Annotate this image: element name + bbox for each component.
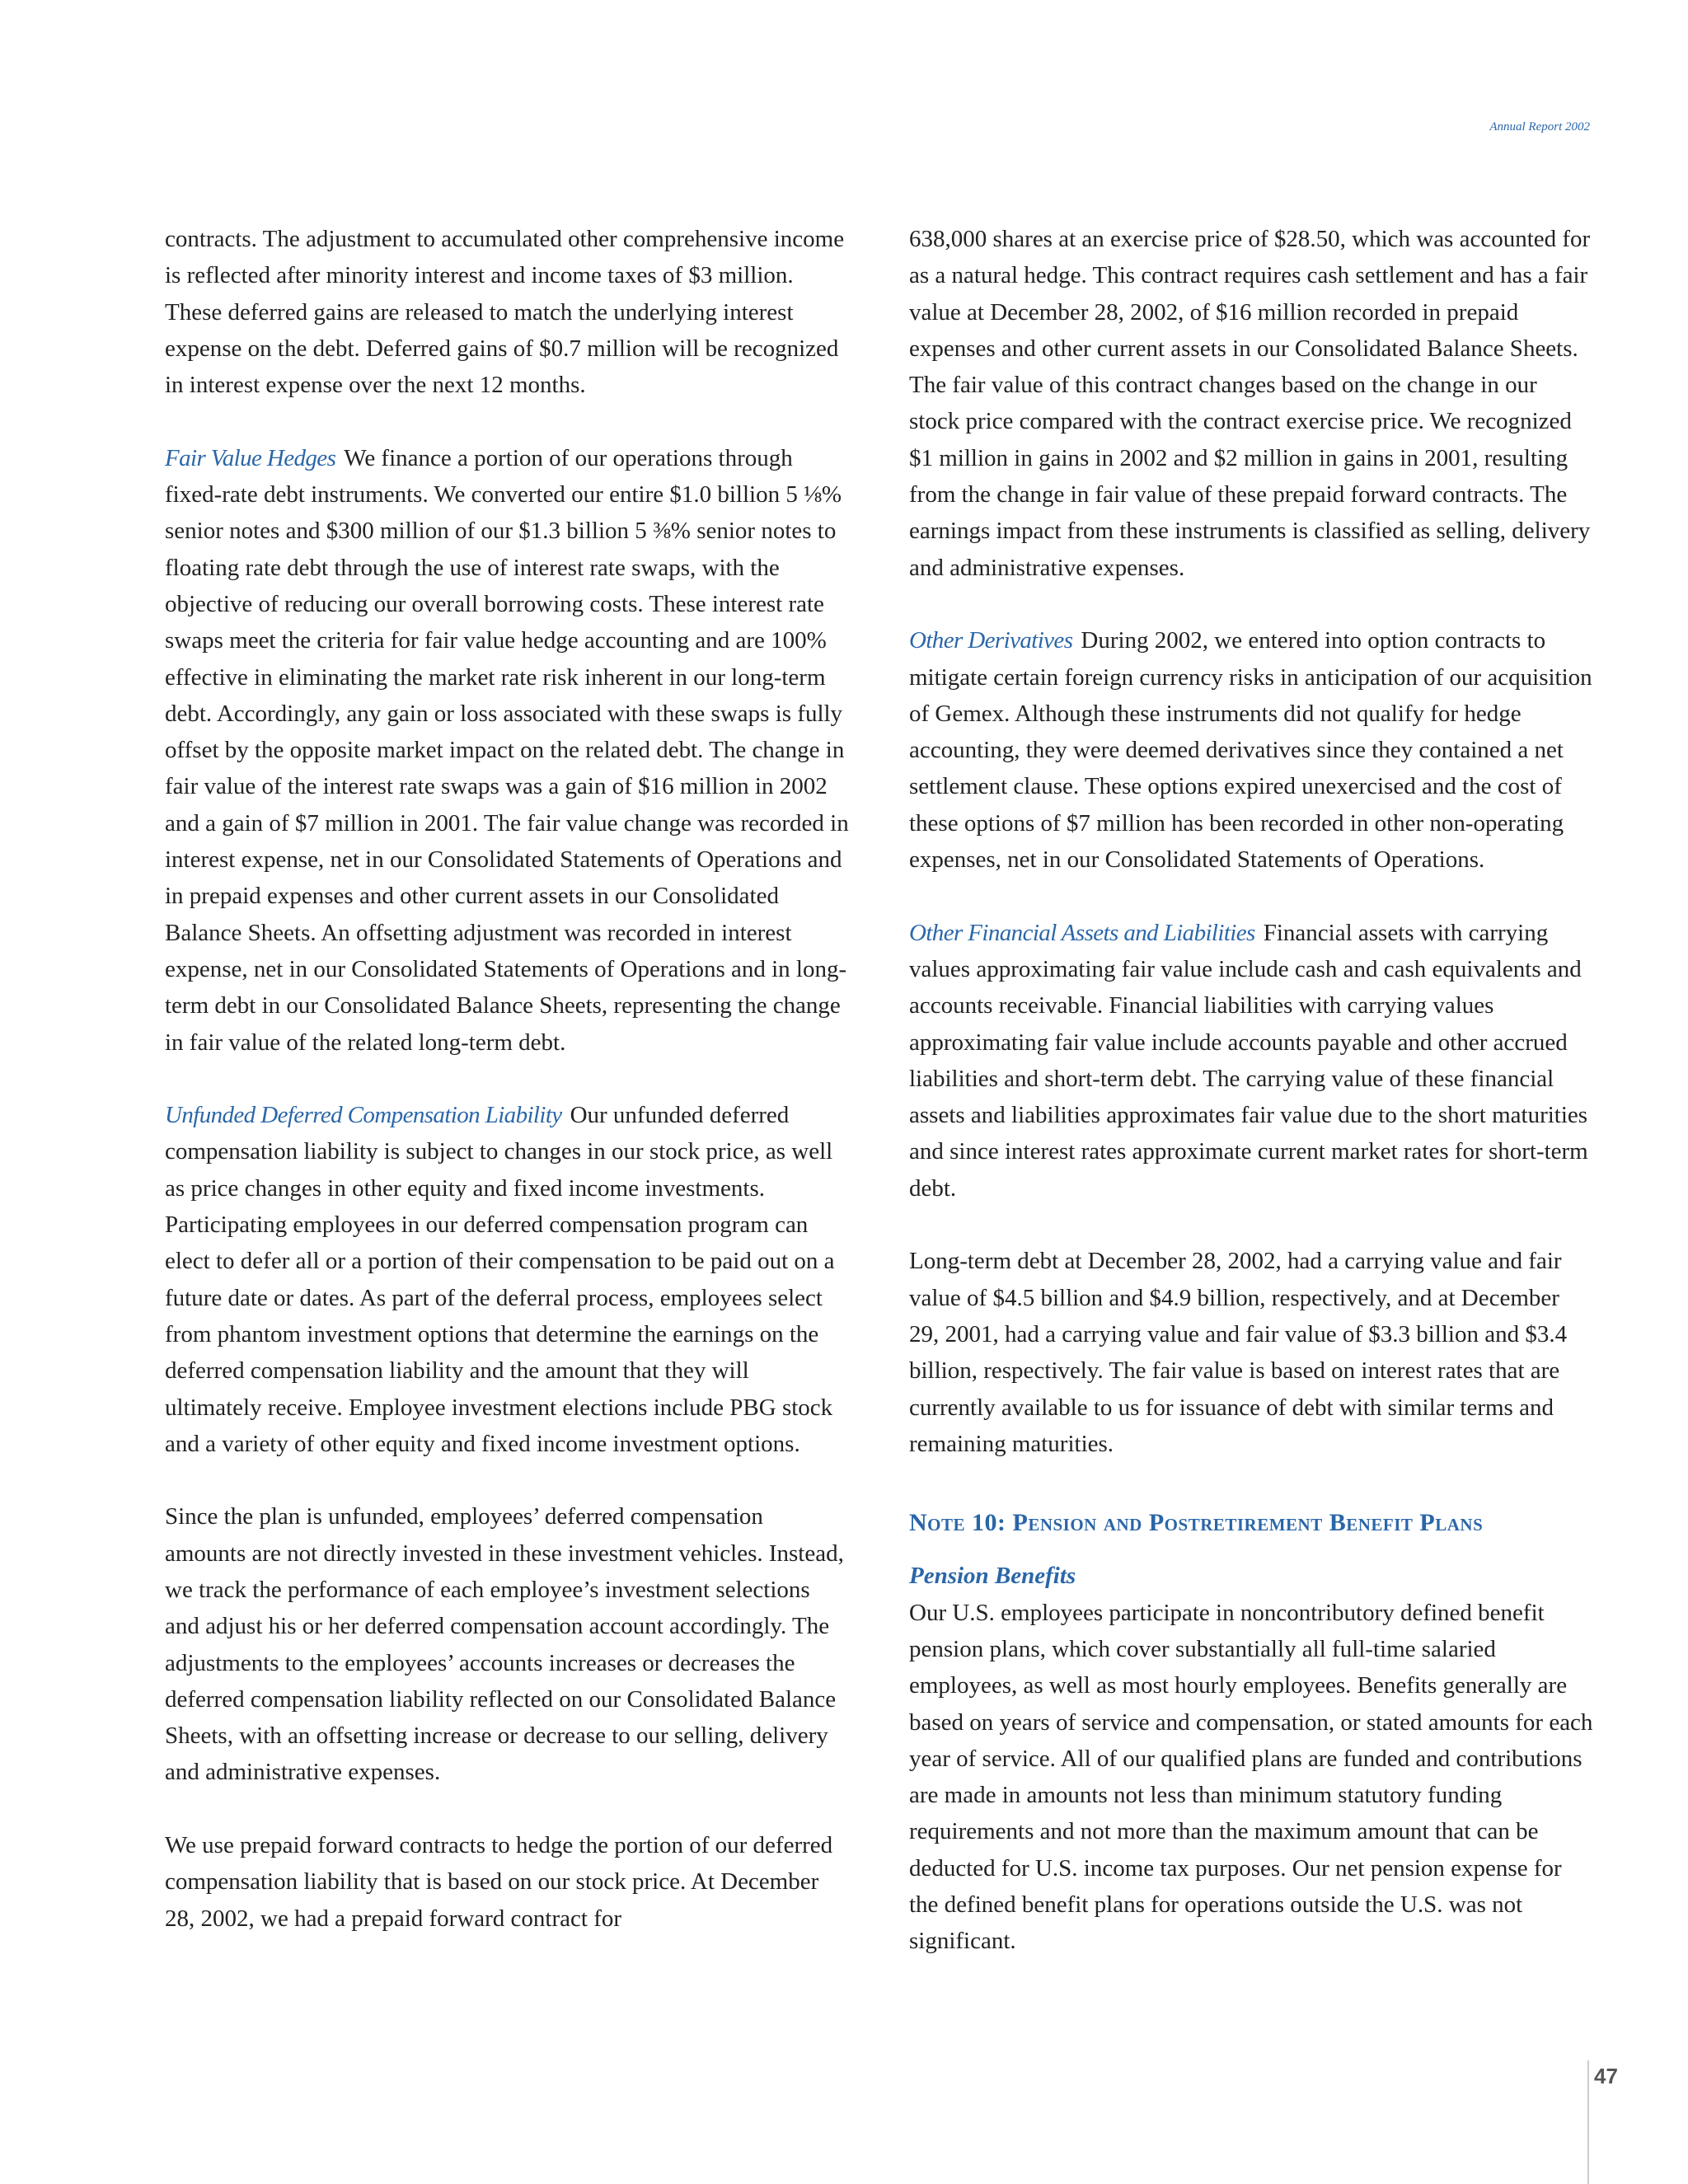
- run-in-heading: Fair Value Hedges: [165, 444, 336, 471]
- note-heading: Note 10: Pension and Postretirement Benefit Plans: [909, 1509, 1484, 1537]
- right-column: [909, 221, 1593, 1960]
- paragraph-other-financial: [909, 915, 1593, 1207]
- paragraph-text: Financial assets with carrying values approximating fair value include cash and cash equivalents and accounts receivable. Financial liabilities with carrying values approximating fair value include accounts payable and other accrued liabilities and short-term debt. The carrying value of these financial assets and liabilities approximates fair value due to the short maturities and since interest rates approximate current market rates for short-term debt.: [909, 919, 1588, 1202]
- paragraph-prepaid-forward: We use prepaid forward contracts to hedge the portion of our deferred compensation liability that is based on our stock price. At December 28, 2002, we had a prepaid forward contract for: [165, 1832, 833, 1932]
- run-in-heading: Other Financial Assets and Liabilities: [909, 919, 1255, 946]
- paragraph-other-derivatives: [909, 622, 1593, 878]
- run-in-heading: Other Derivatives: [909, 627, 1073, 654]
- paragraph-plan-unfunded: Since the plan is unfunded, employees’ deferred compensation amounts are not directly invested in these investment vehicles. Instead, we track the performance of each employee’s investment selections and adjust his or her deferred compensation account accordingly. The adjustments to the employees’ accounts increases or decreases the deferred compensation liability reflected on our Consolidated Balance Sheets, with an offsetting increase or decrease to our selling, delivery and administrative expenses.: [165, 1503, 844, 1786]
- paragraph-fair-value-hedges: [165, 440, 849, 1061]
- section-heading-pension: Pension Benefits: [909, 1563, 1076, 1590]
- paragraph-shares: 638,000 shares at an exercise price of $28.50, which was accounted for as a natural hedge. This contract requires cash settlement and has a fair value at December 28, 2002, of $16 million recorded in prepaid expenses and other current assets in our Consolidated Balance Sheets. The fair value of this contract changes based on the change in our stock price compared with the contract exercise price. We recognized $1 million in gains in 2002 and $2 million in gains in 2001, resulting from the change in fair value of these prepaid forward contracts. The earnings impact from these instruments is classified as selling, delivery and administrative expenses.: [909, 226, 1591, 581]
- run-in-heading: Unfunded Deferred Compensation Liability: [165, 1102, 562, 1129]
- page-number: 47: [1594, 2064, 1618, 2088]
- paragraph-text: We finance a portion of our operations through fixed-rate debt instruments. We converted our entire $1.0 billion 5 ⅛% senior notes and $300 million of our $1.3 billion 5 ⅜% senior notes to floating rate debt through the use of interest rate swaps, with the objective of reducing our overall borrowing costs. These interest rate swaps meet the criteria for fair value hedge accounting and are 100% effective in eliminating the market rate risk inherent in our long-term debt. Accordingly, any gain or loss associated with these swaps is fully offset by the opposite market impact on the related debt. The change in fair value of the interest rate swaps was a gain of $16 million in 2002 and a gain of $7 million in 2001. The fair value change was recorded in interest expense, net in our Consolidated Statements of Operations and in prepaid expenses and other current assets in our Consolidated Balance Sheets. An offsetting adjustment was recorded in interest expense, net in our Consolidated Statements of Operations and in long-term debt in our Consolidated Balance Sheets, representing the change in fair value of the related long-term debt.: [165, 444, 849, 1056]
- paragraph-unfunded-liability: [165, 1097, 849, 1462]
- paragraph-contracts: contracts. The adjustment to accumulated other comprehensive income is reflected after minority interest and income taxes of $3 million. These deferred gains are released to match the underlying interest expense on the debt. Deferred gains of $0.7 million will be recognized in interest expense over the next 12 months.: [165, 226, 845, 399]
- running-header: Annual Report 2002: [1489, 120, 1590, 134]
- paragraph-text: Our unfunded deferred compensation liability is subject to changes in our stock price, as well as price changes in other equity and fixed income investments. Participating employees in our deferred compensation program can elect to defer all or a portion of their compensation to be paid out on a future date or dates. As part of the deferral process, employees select from phantom investment options that determine the earnings on the deferred compensation liability and the amount that they will ultimately receive. Employee investment elections include PBG stock and a variety of other equity and fixed income investment options.: [165, 1102, 835, 1457]
- paragraph-pension: Our U.S. employees participate in noncontributory defined benefit pension plans, which cover substantially all full-time salaried employees, as well as most hourly employees. Benefits generally are based on years of service and compensation, or stated amounts for each year of service. All of our qualified plans are funded and contributions are made in amounts not less than minimum statutory funding requirements and not more than the maximum amount that can be deducted for U.S. income tax purposes. Our net pension expense for the defined benefit plans for operations outside the U.S. was not significant.: [909, 1599, 1593, 1955]
- paragraph-text: During 2002, we entered into option contracts to mitigate certain foreign currency risks in anticipation of our acquisition of Gemex. Although these instruments did not qualify for hedge accounting, they were deemed derivatives since they contained a net settlement clause. These options expired unexercised and the cost of these options of $7 million has been recorded in other non-operating expenses, net in our Consolidated Statements of Operations.: [909, 627, 1592, 874]
- left-column: [165, 221, 849, 1937]
- page-number-rule: [1587, 2060, 1589, 2184]
- paragraph-long-term-debt: Long-term debt at December 28, 2002, had a carrying value and fair value of $4.5 billion and $4.9 billion, respectively, and at December 29, 2001, had a carrying value and fair value of $3.3 billion and $3.4 billion, respectively. The fair value is based on interest rates that are currently available to us for issuance of debt with similar terms and remaining maturities.: [909, 1248, 1568, 1457]
